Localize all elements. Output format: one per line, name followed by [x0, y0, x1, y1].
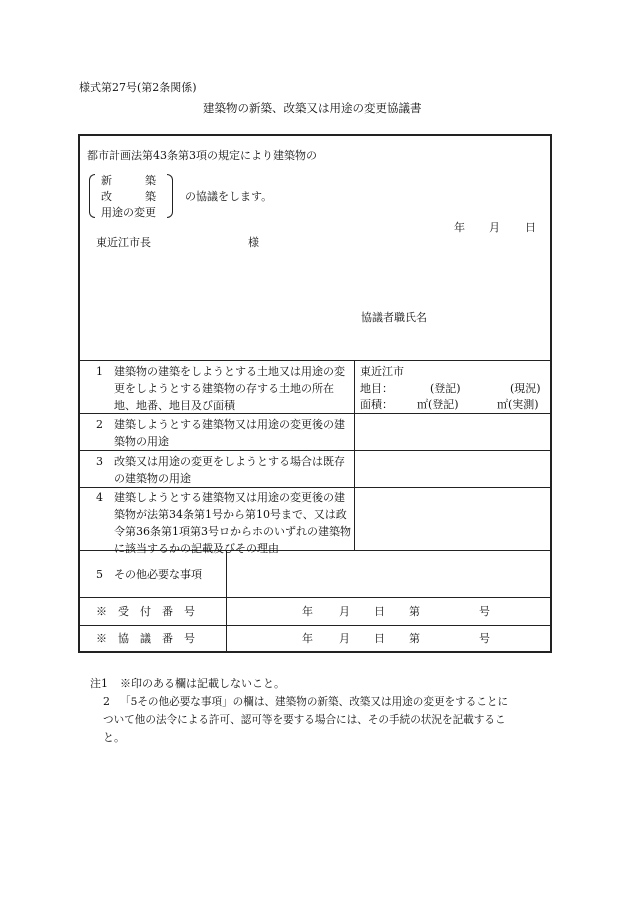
reception-day: 日	[374, 605, 385, 618]
divider-row3	[80, 487, 550, 488]
divider-row5	[80, 597, 550, 598]
row1-land-current: (現況)	[510, 382, 541, 395]
left-bracket	[89, 174, 95, 218]
row1-area-registered: ㎡(登記)	[417, 398, 459, 411]
consultation-year: 年	[302, 632, 313, 645]
consultation-dai: 第	[409, 632, 420, 645]
row3-number: 3	[96, 455, 103, 468]
date-year: 年	[454, 221, 465, 234]
row1-land-label: 地目：	[360, 382, 393, 395]
note2-prefix: 2	[103, 695, 110, 708]
note1-prefix: 注1	[90, 677, 108, 690]
col-divider-rows1-4	[354, 360, 355, 550]
col-divider-rows5-7	[226, 550, 227, 651]
consultation-month: 月	[339, 632, 350, 645]
reception-year: 年	[302, 605, 313, 618]
divider-row2	[80, 450, 550, 451]
row3-label: 改築又は用途の変更をしようとする場合は既存の建築物の用途	[114, 455, 345, 485]
option-rebuild-b: 築	[145, 190, 156, 203]
note2-line3: と。	[103, 731, 125, 744]
note2-line2: ついて他の法令による許可、認可等を要する場合には、その手続の状況を記載するこ	[103, 714, 506, 726]
date-month: 月	[489, 221, 500, 234]
consultation-day: 日	[374, 632, 385, 645]
reception-go: 号	[479, 605, 490, 618]
row4-value[interactable]	[360, 489, 545, 547]
intro-statement: 都市計画法第43条第3項の規定により建築物の	[87, 149, 317, 162]
row1-land-registered: (登記)	[430, 382, 461, 395]
row4-number: 4	[96, 491, 103, 504]
row1-city[interactable]: 東近江市	[360, 365, 404, 378]
form-table	[78, 134, 552, 653]
row5-value[interactable]	[232, 554, 544, 594]
row1-number: 1	[96, 365, 103, 378]
reception-label: ※ 受 付 番 号	[96, 605, 195, 618]
applicant-label: 協議者職氏名	[361, 311, 427, 324]
row5-number: 5	[96, 568, 103, 581]
note1-text: ※印のある欄は記載しないこと。	[120, 677, 285, 690]
reception-month: 月	[339, 605, 350, 618]
reception-dai: 第	[409, 605, 420, 618]
option-rebuild-a: 改	[101, 190, 112, 203]
consultation-label: ※ 協 議 番 号	[96, 632, 195, 645]
intro-closing: の協議をします。	[185, 190, 273, 203]
row5-label: その他必要な事項	[114, 568, 202, 581]
row3-value[interactable]	[360, 453, 545, 483]
row1-area-measured: ㎡(実測)	[497, 398, 539, 411]
option-new-build-b: 築	[145, 174, 156, 187]
row2-label: 建築しようとする建築物又は用途の変更後の建築物の用途	[114, 418, 345, 448]
row1-label: 建築物の建築をしようとする土地又は用途の変更をしようとする建築物の存する土地の所在地、地番、地目及び面積	[114, 365, 345, 412]
row2-number: 2	[96, 418, 103, 431]
date-day: 日	[525, 221, 536, 234]
form-number: 様式第27号(第2条関係)	[79, 81, 197, 94]
row1-area-label: 面積：	[360, 398, 393, 411]
right-bracket	[167, 174, 173, 218]
divider-reception	[80, 625, 550, 626]
consultation-go: 号	[479, 632, 490, 645]
document-title: 建築物の新築、改築又は用途の変更協議書	[203, 101, 422, 115]
honorific: 様	[248, 236, 259, 249]
row4-label: 建築しようとする建築物又は用途の変更後の建築物が法第34条第1号から第10号まで、又は政令第36条第1項第3号ロからホのいずれの建築物に該当するかの記載及びその理由	[114, 491, 351, 555]
row2-value[interactable]	[360, 416, 545, 446]
divider-intro	[80, 360, 550, 361]
note2-line1: 「5その他必要な事項」の欄は、建築物の新築、改築又は用途の変更をすることに	[120, 696, 509, 708]
option-new-build-a: 新	[101, 174, 112, 187]
option-use-change: 用途の変更	[101, 206, 156, 219]
addressee: 東近江市長	[96, 236, 151, 249]
